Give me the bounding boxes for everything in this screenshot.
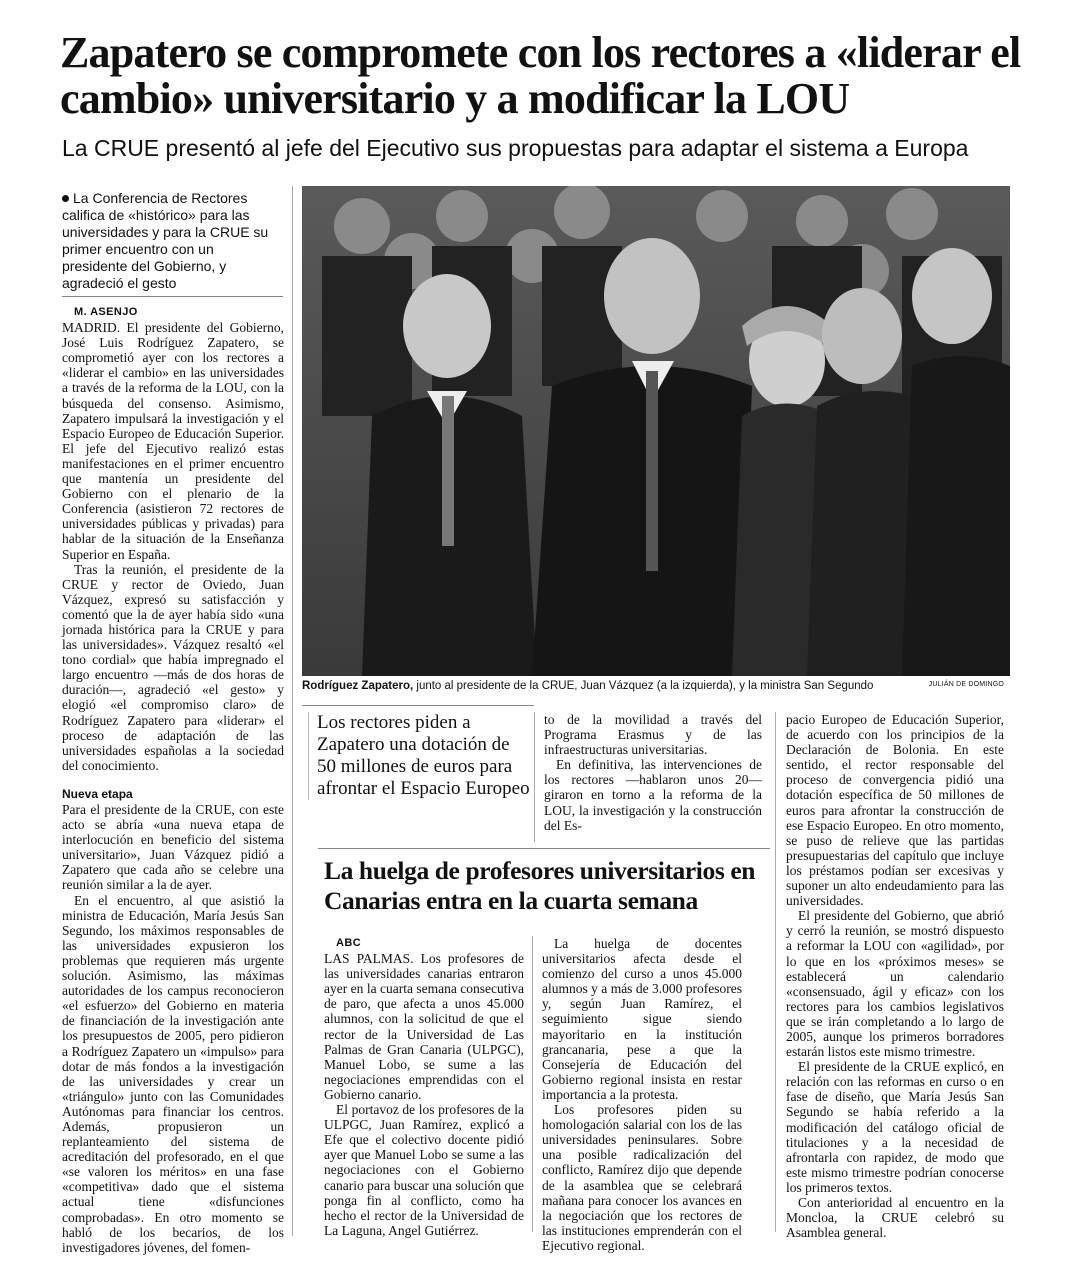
subtitle: Nueva etapa	[62, 786, 133, 801]
pullquote: Los rectores piden a Zapatero una dotación de 50 millones de euros para afrontar el Espacio Europeo	[308, 712, 533, 800]
byline: ABC	[336, 937, 362, 949]
divider	[302, 705, 534, 706]
paragraph: MADRID. El presidente del Gobierno, José Luis Rodríguez Zapatero, se comprometió ayer con los rectores a «liderar el cambio» en las universidades a través de la reforma de la LOU, con la búsqueda del consenso. Asimismo, Zapatero impulsará la investigación y el Espacio Europeo de Educación Superior. El jefe del Ejecutivo realizó estas manifestaciones en el primer encuentro que mantenía un presidente del Gobierno con el plenario de la Conferencia (asistieron 72 rectores de universidades públicas y privadas) para hablar de la situación de la Enseñanza Superior en España.	[62, 320, 284, 562]
paragraph: La huelga de docentes universitarios afecta desde el comienzo del curso a unos 45.000 alumnos y a más de 3.000 profesores y, según Juan Ramírez, el seguimiento sigue siendo mayoritario en la institución grancanaria, pese a que la Consejería de Educación del Gobierno regional insista en restar importancia a la protesta.	[542, 936, 742, 1102]
second-article-column-2	[542, 936, 742, 1253]
summary-text: La Conferencia de Rectores califica de «histórico» para las universidades y para la CRUE su primer encuentro con un presidente del Gobierno, y agradeció el gesto	[62, 190, 269, 291]
paragraph: Tras la reunión, el presidente de la CRUE y rector de Oviedo, Juan Vázquez, expresó su satisfacción y comentó que la de ayer había sido «una jornada histórica para la CRUE y para las universidades». Vázquez resaltó «el tono cordial» que había impregnado el largo encuentro —más de dos horas de duración—, agradeció «el gesto» y elogió «el compromiso claro» de Rodríguez Zapatero para «liderar» el proceso de adaptación de las universidades españolas a la sociedad del conocimiento.	[62, 561, 284, 773]
second-headline: La huelga de profesores universitarios en Canarias entra en la cuarta semana	[324, 856, 756, 915]
column-divider	[534, 712, 535, 842]
caption-text: junto al presidente de la CRUE, Juan Vázquez (a la izquierda), y la ministra San Segundo	[413, 680, 874, 692]
right-column	[786, 712, 1004, 1240]
column-divider	[775, 712, 776, 1232]
subheadline: La CRUE presentó al jefe del Ejecutivo sus propuestas para adaptar el sistema a Europa	[62, 135, 969, 161]
headline: Zapatero se compromete con los rectores a «liderar el cambio» universitario y a modificar la LOU	[60, 28, 1021, 123]
paragraph: El portavoz de los profesores de la ULPGC, Juan Ramírez, explicó a Efe que el colectivo docente pidió ayer que Manuel Lobo se sume a las negociaciones con el Gobierno canario para buscar una solución que ponga fin al conflicto, como ha hecho el rector de la Universidad de La Laguna, Angel Gutiérrez.	[324, 1102, 524, 1238]
byline: M. ASENJO	[74, 306, 138, 318]
paragraph: Con anterioridad al encuentro en la Moncloa, la CRUE celebró su Asamblea general.	[786, 1195, 1004, 1241]
column-divider	[292, 186, 293, 1236]
paragraph: Para el presidente de la CRUE, con este acto se abría «una nueva etapa de interlocución en beneficio del sistema universitario», Juan Vázquez pidió a Zapatero que cada año se celebre una reunión similar a la de ayer.	[62, 802, 284, 893]
paragraph: to de la movilidad a través del Programa Erasmus y de las infraestructuras universitarias.	[544, 712, 762, 758]
news-photo	[302, 186, 1010, 676]
column-divider	[532, 936, 533, 1232]
divider	[318, 848, 770, 849]
photo-image	[302, 186, 1010, 676]
paragraph: En definitiva, las intervenciones de los rectores —hablaron unos 20— giraron en torno a la reforma de la LOU, la investigación y la construcción del Es-	[544, 757, 762, 833]
paragraph: En el encuentro, al que asistió la ministra de Educación, María Jesús San Segundo, los máximos responsables de las universidades expusieron los problemas que requieren más urgente solución. Asimismo, las máximas autoridades de los campus reconocieron «el esfuerzo» del Gobierno en materia de financiación de la investigación ante los presupuestos de 2005, pero pidieron a Rodríguez Zapatero un «impulso» para dotar de más fondos a la investigación de las universidades y crear un «triángulo» junto con las Comunidades Autónomas para financiar los centros. Además, propusieron un replanteamiento del sistema de acreditación del profesorado, en el que «se valoren los méritos» en una fase «competitiva» dado que el sistema actual tiene «disfunciones comprobadas». En otro momento se habló de los becarios, de los investigadores jóvenes, del fomen-	[62, 892, 284, 1255]
divider	[62, 296, 283, 297]
second-article-column-1	[324, 936, 524, 1238]
paragraph: LAS PALMAS. Los profesores de las universidades canarias entraron ayer en la cuarta semana consecutiva de paro, que afecta a unos 45.000 alumnos, con la solicitud de que el rector de la Universidad de Las Palmas de Gran Canaria (ULPGC), Manuel Lobo, se sume a las negociaciones emprendidas con el Gobierno canario.	[324, 951, 524, 1102]
middle-column	[544, 712, 762, 833]
paragraph: pacio Europeo de Educación Superior, de acuerdo con los principios de la Declaración de Bolonia. En este sentido, el rector responsable del proceso de convergencia pidió una dotación específica de 50 millones de euros para afrontar la construcción de ese Espacio Europeo. En otro momento, se puso de relieve que las partidas presupuestarias del capítulo que incluye los préstamos podían ser excesivas y suponer un alto endeudamiento para las universidades.	[786, 712, 1004, 909]
summary-lead	[62, 190, 282, 292]
paragraph: El presidente del Gobierno, que abrió y cerró la reunión, se mostró dispuesto a reformar la LOU con «agilidad», por lo que en los «próximos meses» se establecerá un calendario «consensuado, ágil y eficaz» con los rectores para los cambios legislativos que se irán completando a lo largo de 2005, aunque los primeros borradores estarán listos este mismo trimestre.	[786, 908, 1004, 1060]
caption-bold: Rodríguez Zapatero,	[302, 680, 414, 692]
photo-credit: JULIÁN DE DOMINGO	[928, 681, 1004, 688]
paragraph: Los profesores piden su homologación salarial con los de las universidades peninsulares. Sobre una posible radicalización del conflicto, Ramírez dijo que depende de la asamblea que se celebrará mañana para conocer los avances en la negociación que los rectores de las instituciones emprenderán con el Ejecutivo regional.	[542, 1102, 742, 1253]
left-column	[62, 305, 284, 1255]
paragraph: El presidente de la CRUE explicó, en relación con las reformas en curso o en fase de diseño, que María Jesús San Segundo se había referido a la modificación del catálogo oficial de titulaciones y a la necesidad de afrontarla con rapidez, de modo que este mismo trimestre podrían conocerse los primeros textos.	[786, 1059, 1004, 1195]
photo-caption	[302, 680, 1010, 692]
bullet-icon	[62, 195, 69, 202]
